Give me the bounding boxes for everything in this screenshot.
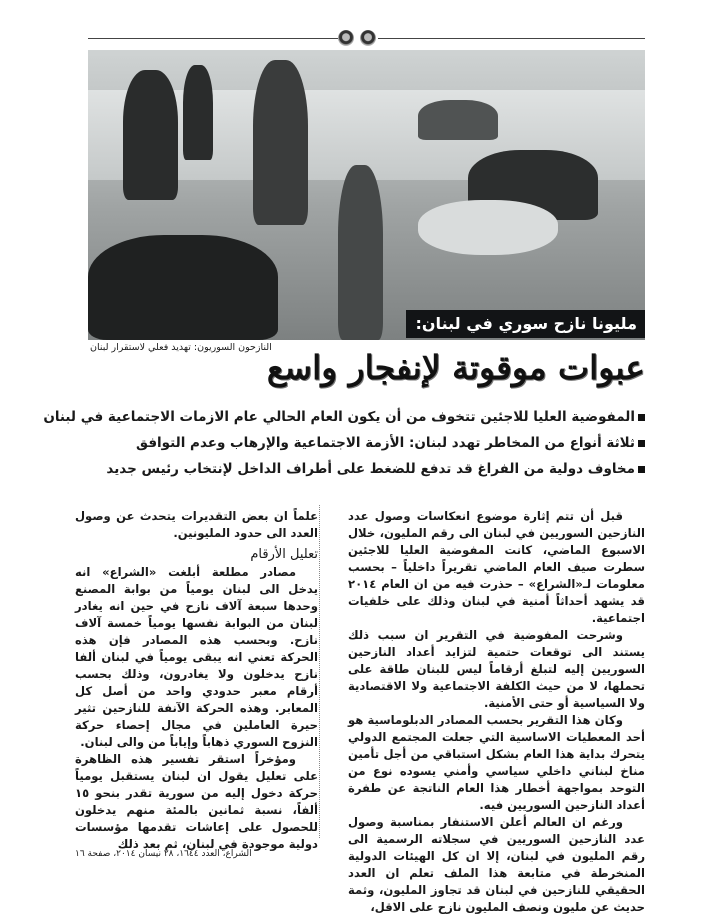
highlight-text: مخاوف دولية من الفراغ قد تدفع للضغط على أطراف الداخل لإنتخاب رئيس جديد [106,461,635,477]
article-column-right [348,508,645,916]
paragraph: قبل أن تتم إثارة موضوع انعكاسات وصول عدد النازحين السوريين في لبنان الى رقم المليون، خلال الاسبوع الماضي، كانت المفوضية العليا للاجئين سطرت صيف العام الماضي تقريراً داخلياً – بحسب معلومات لـ«الشراع» – حذرت فيه من ان العام ٢٠١٤ قد يشهد أحداثاً أمنية في لبنان وذلك على خلفيات اجتماعية. [348,509,645,625]
paragraph: مصادر مطلعة أبلغت «الشراع» انه يدخل الى لبنان يومياً من بوابة المصنع وحدها سبعة آلاف نازح في حين انه يغادر لبنان من البوابة نفسها يومياً خمسة آلاف نازح. وبحسب هذه المصادر فإن هذه الحركة تعني انه يبقى يومياً في لبنان ألفا نازح يدخلون ولا يغادرون، وذلك بحسب أرقام معبر حدودي واحد من أصل كل المعابر. وهذه الحركة الآنفة للنازحين تثير حيرة العاملين في مجال إحصاء حركة النزوح السوري ذهاباً وإياباً من والى لبنان. [75,565,318,749]
ornament-dot [360,30,376,46]
ornament-line [88,38,338,39]
photo-overlay-label: مليونا نازح سوري في لبنان: [406,310,646,338]
paragraph: ومؤخراً استقر تفسير هذه الظاهرة على تعليل يقول ان لبنان يستقبل يومياً حركة دخول إليه من سورية تقدر بنحو ١٥ ألفاً، نسبة ثمانين بالمئة منهم يدخلون للحصول على إعاشات تقدمها مؤسسات دولية موجودة في لبنان، ثم بعد ذلك [75,752,318,851]
paragraph: علماً ان بعض التقديرات يتحدث عن وصول العدد الى حدود المليونين. [75,509,318,540]
refugees-photo [88,50,645,340]
bullet-square-icon [638,466,645,473]
highlight-item [75,430,645,456]
ornament-dot [338,30,354,46]
paragraph: وشرحت المفوضية في التقرير ان سبب ذلك يستند الى توقعات حتمية لتزايد أعداد النازحين السوريين إليه لتبلغ أرقاماً ليس للبنان طاقة على تحملها، لا من حيث الكلفة الاجتماعية ولا الاقتصادية ولا السياسية أو حتى الأمنية. [348,628,645,710]
highlight-item [75,456,645,482]
highlight-text: المفوضية العليا للاجئين تتخوف من أن يكون العام الحالي عام الازمات الاجتماعية في لبنان [43,409,635,425]
header-ornament [88,27,645,51]
ornament-line [378,38,645,39]
paragraph: ورغم ان العالم أعلن الاستنفار بمناسبة وصول عدد النازحين السوريين في سجلاته الرسمية الى رقم المليون في لبنان، إلا ان كل الهيئات الدولية المنخرطة في متابعة هذا الملف تعلم ان العدد الحقيقي للنازحين في لبنان قد تجاوز المليون، وثمة حديث عن مليون ونصف المليون نازح على الاقل، [348,815,645,914]
article-title: عبوات موقوتة لإنفجار واسع [266,348,645,387]
bullet-square-icon [638,440,645,447]
highlight-item [43,404,645,430]
column-divider [319,505,320,838]
bullet-square-icon [638,414,645,421]
highlight-text: ثلاثة أنواع من المخاطر تهدد لبنان: الأزمة الاجتماعية والإرهاب وعدم التوافق [136,435,635,451]
page-footer: الشراع، العدد ١٦٤٤، ٢٨ نيسان ٢٠١٤، صفحة ١٦ [75,849,252,859]
photo-caption: النازحون السوريون: تهديد فعلي لاستقرار لبنان [90,342,272,353]
section-subheading: تعليل الأرقام [250,547,318,562]
paragraph: وكان هذا التقرير بحسب المصادر الدبلوماسية هو أحد المعطيات الاساسية التي جعلت المجتمع الدولي يتحرك بداية هذا العام بشكل استباقي من أجل تأمين مناخ لبناني داخلي سياسي وأمني يسوده نوع من التوحد بمواجهة أخطار هذا العام الناتجة عن طفرة أعداد النازحين السوريين فيه. [348,713,645,812]
article-column-left [75,508,318,853]
article-highlights [43,404,645,482]
